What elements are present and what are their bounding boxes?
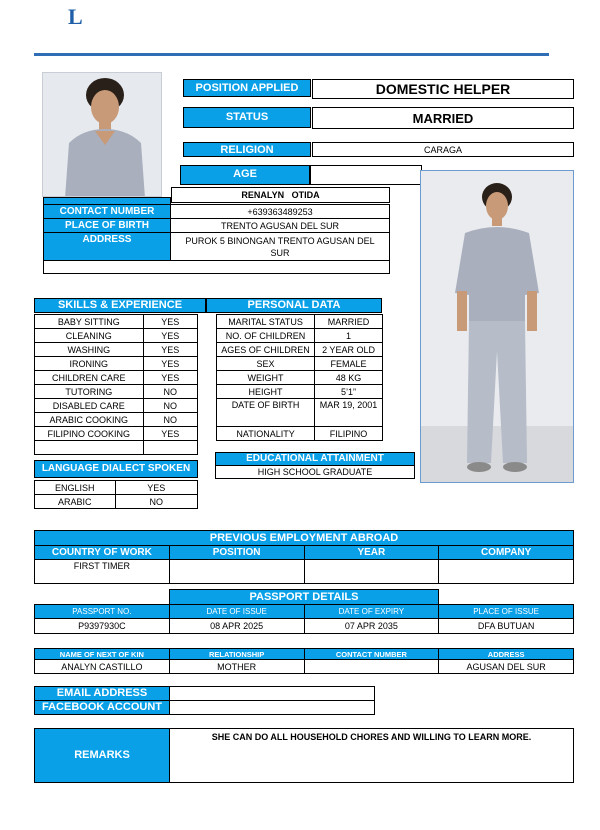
skill-label: CHILDREN CARE (35, 371, 144, 385)
age-label: AGE (180, 165, 310, 185)
skill-row (35, 427, 198, 441)
employment-table (34, 545, 574, 584)
photo-underbar (43, 197, 171, 204)
kin-header-address: ADDRESS (439, 649, 574, 660)
personal-row (217, 427, 383, 441)
company-logo: L (68, 4, 83, 29)
header-rule (34, 53, 549, 56)
passport-expiry-date: 07 APR 2035 (304, 619, 439, 634)
personal-row (217, 329, 383, 343)
personal-label: DATE OF BIRTH (217, 399, 315, 427)
passport-place-of-issue: DFA BUTUAN (439, 619, 574, 634)
employment-position (169, 560, 304, 584)
language-value: YES (115, 481, 197, 495)
personal-value: 5’1” (315, 385, 383, 399)
skill-label: BABY SITTING (35, 315, 144, 329)
skill-label: TUTORING (35, 385, 144, 399)
portrait-photo (42, 72, 162, 197)
personal-data-table (216, 314, 383, 441)
remarks-label: REMARKS (34, 728, 170, 783)
skill-label: ARABIC COOKING (35, 413, 144, 427)
status-label: STATUS (183, 107, 311, 128)
passport-number: P9397930C (35, 619, 170, 634)
skill-value: NO (143, 385, 197, 399)
employment-header-country: COUNTRY OF WORK (35, 546, 170, 560)
employment-header-company: COMPANY (439, 546, 574, 560)
skill-value: YES (143, 427, 197, 441)
personal-row (217, 343, 383, 357)
personal-label: NATIONALITY (217, 427, 315, 441)
address-blank-row (43, 260, 390, 274)
employment-title: PREVIOUS EMPLOYMENT ABROAD (34, 530, 574, 546)
employment-country: FIRST TIMER (35, 560, 170, 584)
personal-value: 48 KG (315, 371, 383, 385)
skill-value: YES (143, 315, 197, 329)
passport-header-issue: DATE OF ISSUE (169, 605, 304, 619)
candidate-name: RENALYN OTIDA (171, 187, 390, 203)
personal-value: FEMALE (315, 357, 383, 371)
skill-label: WASHING (35, 343, 144, 357)
skill-label: IRONING (35, 357, 144, 371)
language-label: ENGLISH (35, 481, 116, 495)
next-of-kin-table (34, 648, 574, 674)
kin-name: ANALYN CASTILLO (35, 660, 170, 674)
email-value (169, 686, 375, 701)
status-value: MARRIED (312, 107, 574, 129)
personal-label: HEIGHT (217, 385, 315, 399)
contact-number-value: +639363489253 (170, 204, 390, 219)
passport-header-expiry: DATE OF EXPIRY (304, 605, 439, 619)
contact-number-label: CONTACT NUMBER (43, 204, 171, 219)
place-of-birth-label: PLACE OF BIRTH (43, 218, 171, 233)
skill-value: YES (143, 371, 197, 385)
personal-value: MAR 19, 2001 (315, 399, 383, 427)
language-table (34, 480, 198, 509)
personal-value: FILIPINO (315, 427, 383, 441)
passport-header-number: PASSPORT NO. (35, 605, 170, 619)
passport-table (34, 604, 574, 634)
remarks-text: SHE CAN DO ALL HOUSEHOLD CHORES AND WILLING TO LEARN MORE. (169, 728, 574, 783)
religion-label: RELIGION (183, 142, 311, 157)
passport-issue-date: 08 APR 2025 (169, 619, 304, 634)
full-body-photo (420, 170, 574, 483)
position-applied-label: POSITION APPLIED (183, 79, 311, 97)
skill-row (35, 357, 198, 371)
education-value: HIGH SCHOOL GRADUATE (215, 465, 415, 479)
passport-header-place: PLACE OF ISSUE (439, 605, 574, 619)
skill-row (35, 399, 198, 413)
facebook-label: FACEBOOK ACCOUNT (34, 700, 170, 715)
personal-label: AGES OF CHILDREN (217, 343, 315, 357)
kin-address: AGUSAN DEL SUR (439, 660, 574, 674)
personal-value: 2 YEAR OLD (315, 343, 383, 357)
skill-row (35, 371, 198, 385)
language-label: ARABIC (35, 495, 116, 509)
employment-header-year: YEAR (304, 546, 439, 560)
personal-row (217, 385, 383, 399)
place-of-birth-value: TRENTO AGUSAN DEL SUR (170, 218, 390, 233)
skill-row (35, 329, 198, 343)
position-applied-value: DOMESTIC HELPER (312, 79, 574, 99)
personal-label: NO. OF CHILDREN (217, 329, 315, 343)
skill-row (35, 413, 198, 427)
skill-label: CLEANING (35, 329, 144, 343)
education-title: EDUCATIONAL ATTAINMENT (215, 452, 415, 466)
personal-label: SEX (217, 357, 315, 371)
personal-label: WEIGHT (217, 371, 315, 385)
skill-value: YES (143, 357, 197, 371)
skill-value: NO (143, 399, 197, 413)
email-label: EMAIL ADDRESS (34, 686, 170, 701)
skill-row (35, 343, 198, 357)
address-value: PUROK 5 BINONGAN TRENTO AGUSAN DEL SUR (170, 232, 390, 261)
kin-header-contact: CONTACT NUMBER (304, 649, 439, 660)
personal-value: 1 (315, 329, 383, 343)
kin-contact-number (304, 660, 439, 674)
personal-row (217, 371, 383, 385)
skill-value: YES (143, 329, 197, 343)
religion-value: CARAGA (312, 142, 574, 157)
kin-header-relationship: RELATIONSHIP (169, 649, 304, 660)
skill-row (35, 441, 198, 455)
skill-row (35, 315, 198, 329)
address-label: ADDRESS (43, 232, 171, 261)
language-row (35, 481, 198, 495)
skill-row (35, 385, 198, 399)
language-title: LANGUAGE DIALECT SPOKEN (34, 460, 198, 478)
personal-row (217, 357, 383, 371)
personal-data-title: PERSONAL DATA (206, 298, 382, 313)
skill-value (143, 441, 197, 455)
skills-title: SKILLS & EXPERIENCE (34, 298, 206, 313)
age-value (310, 165, 422, 185)
kin-relationship: MOTHER (169, 660, 304, 674)
language-row (35, 495, 198, 509)
passport-title: PASSPORT DETAILS (169, 589, 439, 605)
personal-value: MARRIED (315, 315, 383, 329)
employment-year (304, 560, 439, 584)
skill-value: NO (143, 413, 197, 427)
skill-value: YES (143, 343, 197, 357)
facebook-value (169, 700, 375, 715)
skill-label (35, 441, 144, 455)
kin-header-name: NAME OF NEXT OF KIN (35, 649, 170, 660)
personal-label: MARITAL STATUS (217, 315, 315, 329)
skill-label: FILIPINO COOKING (35, 427, 144, 441)
skill-label: DISABLED CARE (35, 399, 144, 413)
employment-header-position: POSITION (169, 546, 304, 560)
personal-row (217, 399, 383, 427)
language-value: NO (115, 495, 197, 509)
personal-row (217, 315, 383, 329)
employment-company (439, 560, 574, 584)
skills-table (34, 314, 198, 455)
